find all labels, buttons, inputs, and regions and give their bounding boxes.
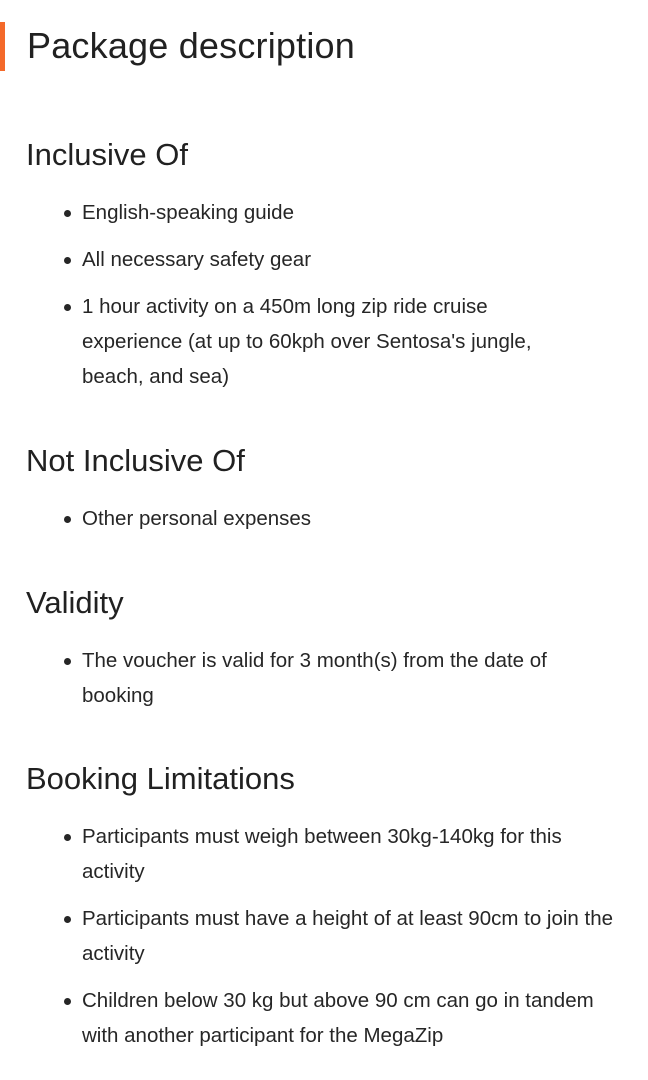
section-booking-limitations — [26, 761, 626, 1053]
list-item: Participants must weigh between 30kg-140kg for this activity — [26, 819, 622, 889]
bullet-icon — [64, 834, 71, 841]
bullet-icon — [64, 304, 71, 311]
booking-limitations-list — [26, 819, 626, 1053]
bullet-icon — [64, 998, 71, 1005]
list-item: Participants must have a height of at least 90cm to join the activity — [26, 901, 642, 971]
section-heading: Not Inclusive Of — [26, 443, 245, 478]
section-heading: Inclusive Of — [26, 137, 188, 172]
accent-bar — [0, 22, 5, 71]
not-inclusive-list — [26, 501, 626, 536]
bullet-icon — [64, 658, 71, 665]
list-item: 1 hour activity on a 450m long zip ride cruise experience (at up to 60kph over Sentosa's jungle, beach, and sea) — [26, 289, 572, 394]
list-item: The voucher is valid for 3 month(s) from the date of booking — [26, 643, 602, 713]
list-item: Children below 30 kg but above 90 cm can go in tandem with another participant for the MegaZip — [26, 983, 602, 1053]
bullet-icon — [64, 916, 71, 923]
page-title: Package description — [27, 25, 355, 66]
section-not-inclusive-of — [26, 443, 626, 536]
list-item: English-speaking guide — [26, 195, 586, 230]
bullet-icon — [64, 210, 71, 217]
section-heading: Validity — [26, 585, 124, 620]
bullet-icon — [64, 516, 71, 523]
section-validity — [26, 585, 626, 713]
list-item: All necessary safety gear — [26, 242, 586, 277]
bullet-icon — [64, 257, 71, 264]
section-inclusive-of — [26, 137, 626, 394]
page-header — [0, 22, 648, 71]
list-item: Other personal expenses — [26, 501, 626, 536]
validity-list — [26, 643, 626, 713]
inclusive-list — [26, 195, 586, 394]
section-heading: Booking Limitations — [26, 761, 295, 796]
